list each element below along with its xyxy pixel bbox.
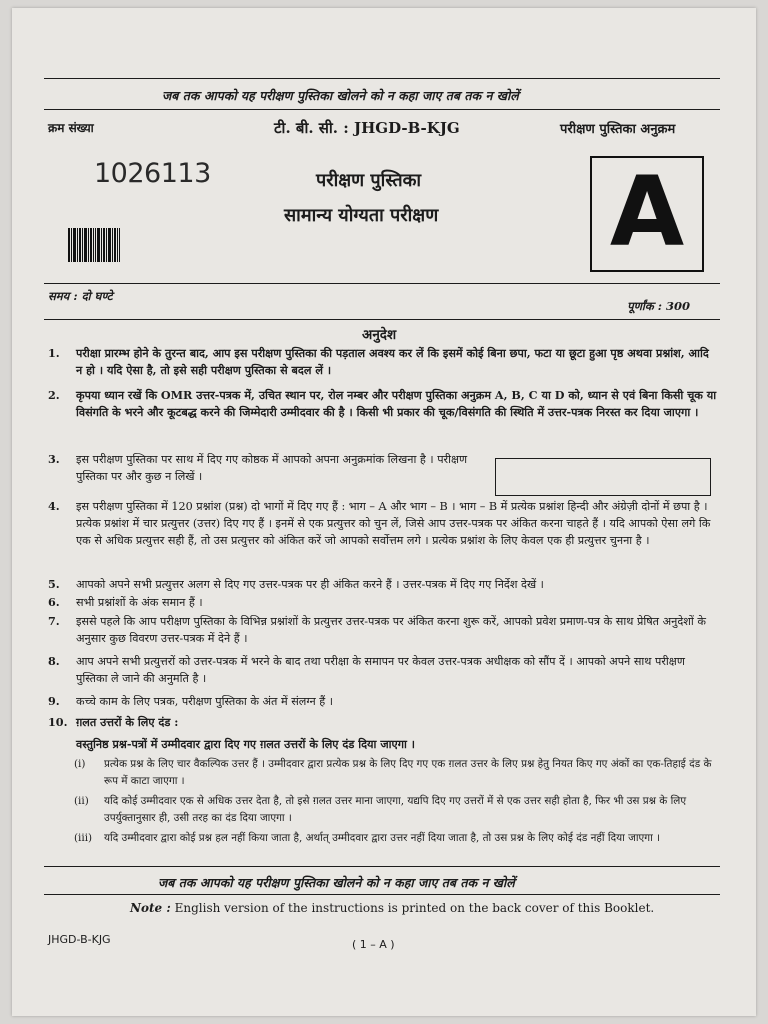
footer-booklet-code: JHGD-B-KJG bbox=[48, 933, 111, 946]
top-notice: जब तक आपको यह परीक्षण पुस्तिका खोलने को न कहा जाए तब तक न खोलें bbox=[162, 88, 519, 103]
bottom-rule-top bbox=[44, 866, 720, 867]
booklet-title: परीक्षण पुस्तिका bbox=[316, 170, 422, 191]
booklet-series-box bbox=[590, 156, 704, 272]
booklet-series-letter: A bbox=[609, 156, 685, 268]
instruction-item: 7. इससे पहले कि आप परीक्षण पुस्तिका के विभिन्न प्रश्नांशों के प्रत्युत्तर उत्तर-पत्रक पर अंकित करना शुरू करें, आपको प्रवेश प्रमाण-पत्र के साथ प्रेषित अनुदेशों के अनुसार कुछ विवरण उत्तर-पत्रक में देने हैं । bbox=[48, 614, 706, 646]
note-label: Note : bbox=[130, 901, 171, 915]
note-text: English version of the instructions is printed on the back cover of this Booklet. bbox=[174, 901, 655, 915]
penalty-item: (i) प्रत्येक प्रश्न के लिए चार वैकल्पिक उत्तर हैं । उम्मीदवार द्वारा प्रत्येक प्रश्न के लिए दिए गए एक ग़लत उत्तर के लिए प्रश्न हेतु नियत किए गए अंकों का एक-तिहाई दंड के रूप में काटा जाएगा । bbox=[74, 758, 712, 787]
exam-booklet-page bbox=[12, 8, 756, 1016]
exam-name: सामान्य योग्यता परीक्षण bbox=[284, 205, 439, 226]
top-rule bbox=[44, 78, 720, 79]
instruction-item: 2. कृपया ध्यान रखें कि OMR उत्तर-पत्रक में, उचित स्थान पर, रोल नम्बर और परीक्षण पुस्तिका अनुक्रम A, B, C या D को, ध्यान से एवं बिना किसी चूक या विसंगति के भरने और कूटबद्ध करने की जिम्मेदारी उम्मीदवार की है । किसी भी प्रकार की चूक/विसंगति की स्थिति में उत्तर-पत्रक निरस्त कर दिया जाएगा । bbox=[48, 388, 717, 420]
instructions-rule bbox=[44, 319, 720, 320]
instruction-item: 9. कच्चे काम के लिए पत्रक, परीक्षण पुस्तिका के अंत में संलग्न हैं । bbox=[48, 694, 334, 708]
penalty-intro: वस्तुनिष्ठ प्रश्न-पत्रों में उम्मीदवार द्वारा दिए गए ग़लत उत्तरों के लिए दंड दिया जाएगा । bbox=[76, 737, 416, 751]
instructions-heading: अनुदेश bbox=[362, 327, 397, 343]
roll-number-box[interactable] bbox=[495, 458, 711, 496]
serial-label: क्रम संख्या bbox=[48, 121, 94, 135]
instruction-item: 6. सभी प्रश्नांशों के अंक समान हैं । bbox=[48, 595, 203, 609]
english-version-note bbox=[130, 901, 654, 915]
instruction-item: 1. परीक्षा प्रारम्भ होने के तुरन्त बाद, आप इस परीक्षण पुस्तिका की पड़ताल अवश्य कर लें कि इसमें कोई बिना छपा, फटा या छूटा हुआ पृष्ठ अथवा प्रश्नांश, आदि न हो । यदि ऐसा है, तो इसे सही परीक्षण पुस्तिका से बदल लें । bbox=[48, 346, 709, 378]
instruction-item: 3. इस परीक्षण पुस्तिका पर साथ में दिए गए कोष्ठक में आपको अपना अनुक्रमांक लिखना है । परीक्षण पुस्तिका पर और कुछ न लिखें । bbox=[48, 452, 468, 484]
instruction-item: 4. इस परीक्षण पुस्तिका में 120 प्रश्नांश (प्रश्न) दो भागों में दिए गए हैं : भाग – A और भाग – B । भाग – B में प्रत्येक प्रश्नांश हिन्दी और अंग्रेज़ी दोनों में छपा है । प्रत्येक प्रश्नांश में चार प्रत्युत्तर (उत्तर) दिए गए हैं । इनमें से एक प्रत्युत्तर को चुन लें, जिसे आप उत्तर-पत्रक पर अंकित करना चाहते हैं । यदि आपको ऐसा लगे कि एक से अधिक प्रत्युत्तर सही हैं, तो उस प्रत्युत्तर को अंकित करें जो आपको सर्वोत्तम लगे । प्रत्येक प्रश्नांश के लिए केवल एक ही प्रत्युत्तर चुनना है । bbox=[48, 499, 711, 548]
barcode-icon bbox=[68, 228, 120, 262]
instruction-item: 10. ग़लत उत्तरों के लिए दंड : bbox=[48, 715, 179, 729]
header-rule bbox=[44, 109, 720, 110]
page-number: ( 1 – A ) bbox=[352, 938, 395, 951]
time-rule bbox=[44, 283, 720, 284]
serial-number: 1026113 bbox=[94, 158, 211, 189]
exam-time: समय : दो घण्टे bbox=[48, 289, 113, 303]
penalty-item: (ii) यदि कोई उम्मीदवार एक से अधिक उत्तर देता है, तो इसे ग़लत उत्तर माना जाएगा, यद्यपि दिए गए उत्तरों में से एक उत्तर सही होता है, फिर भी उस प्रश्न के लिए उपर्युक्तानुसार ही, उसी तरह का दंड दिया जाएगा । bbox=[74, 795, 687, 824]
instruction-item: 5. आपको अपने सभी प्रत्युत्तर अलग से दिए गए उत्तर-पत्रक पर ही अंकित करने हैं । उत्तर-पत्रक में दिए गए निर्देश देखें । bbox=[48, 577, 544, 591]
penalty-item: (iii) यदि उम्मीदवार द्वारा कोई प्रश्न हल नहीं किया जाता है, अर्थात् उम्मीदवार द्वारा उत्तर नहीं दिया जाता है, तो उस प्रश्न के लिए कोई दंड नहीं दिया जाएगा । bbox=[74, 832, 661, 844]
max-marks: पूर्णांक : 300 bbox=[627, 299, 690, 313]
bottom-rule bbox=[44, 894, 720, 895]
bottom-notice: जब तक आपको यह परीक्षण पुस्तिका खोलने को न कहा जाए तब तक न खोलें bbox=[158, 875, 515, 890]
booklet-sequence-label: परीक्षण पुस्तिका अनुक्रम bbox=[560, 122, 676, 137]
instruction-item: 8. आप अपने सभी प्रत्युत्तरों को उत्तर-पत्रक में भरने के बाद तथा परीक्षा के समापन पर केवल उत्तर-पत्रक अधीक्षक को सौंप दें । आपको अपने साथ परीक्षण पुस्तिका ले जाने की अनुमति है । bbox=[48, 654, 685, 686]
tbc-code: टी. बी. सी. : JHGD-B-KJG bbox=[274, 119, 460, 137]
